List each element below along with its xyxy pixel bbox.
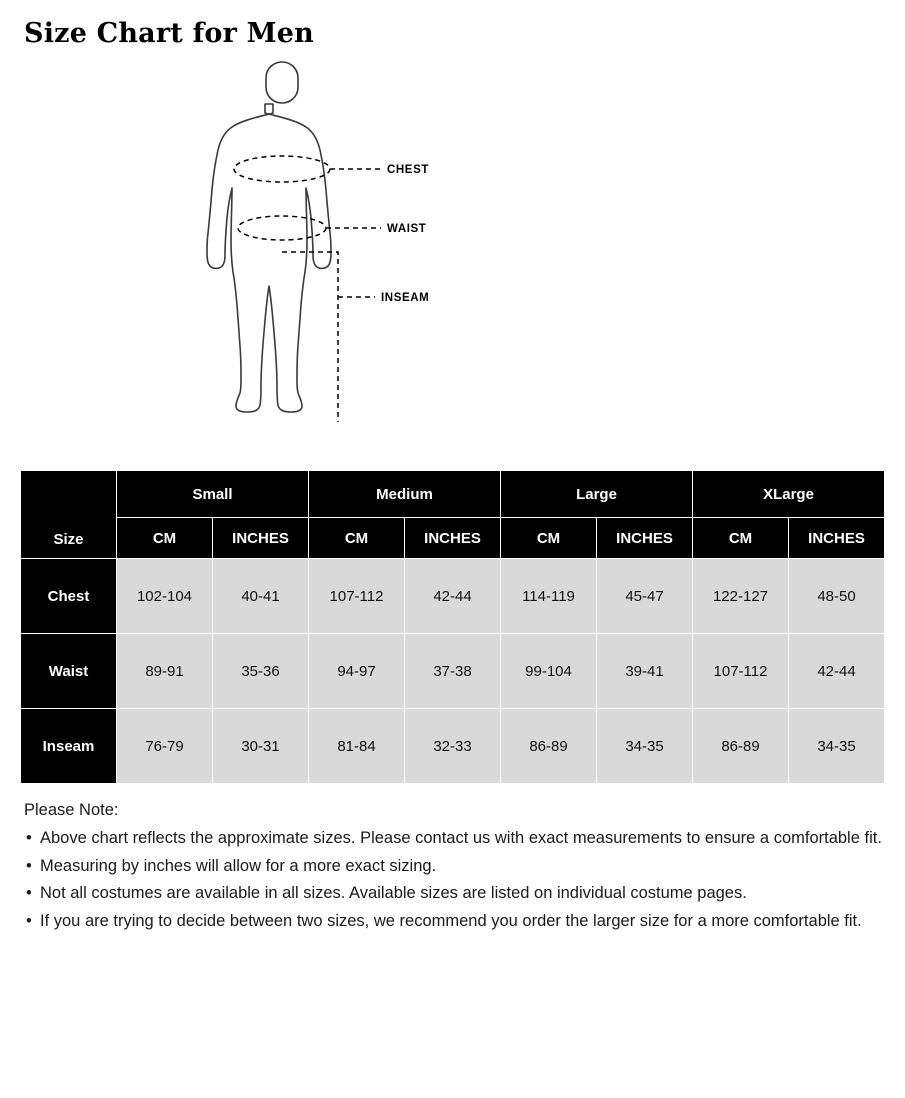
unit-header-medium-inches: INCHES	[405, 518, 501, 559]
cell-chest-xlarge-cm: 122-127	[693, 559, 789, 634]
table-row	[21, 634, 885, 709]
unit-header-small-cm: CM	[117, 518, 213, 559]
unit-header-xlarge-cm: CM	[693, 518, 789, 559]
unit-header-xlarge-inches: INCHES	[789, 518, 885, 559]
cell-waist-small-cm: 89-91	[117, 634, 213, 709]
notes-list	[24, 826, 885, 934]
note-item: • Above chart reflects the approximate sizes. Please contact us with exact measurements to ensure a comfortable fit.	[24, 826, 885, 852]
cell-chest-xlarge-inches: 48-50	[789, 559, 885, 634]
cell-inseam-xlarge-cm: 86-89	[693, 709, 789, 784]
cell-inseam-medium-inches: 32-33	[405, 709, 501, 784]
table-header-row-units	[21, 518, 885, 559]
inseam-measure-line	[282, 252, 338, 422]
body-diagram-svg	[163, 60, 743, 460]
notes-heading: Please Note:	[24, 801, 119, 820]
row-label-inseam: Inseam	[21, 709, 117, 784]
row-label-chest: Chest	[21, 559, 117, 634]
table-header-row-groups	[21, 471, 885, 518]
cell-inseam-small-cm: 76-79	[117, 709, 213, 784]
unit-header-large-inches: INCHES	[597, 518, 693, 559]
page-title: Size Chart for Men	[24, 18, 314, 49]
note-item: • Not all costumes are available in all sizes. Available sizes are listed on individual costume pages.	[24, 881, 885, 907]
cell-inseam-large-inches: 34-35	[597, 709, 693, 784]
cell-waist-medium-cm: 94-97	[309, 634, 405, 709]
cell-waist-medium-inches: 37-38	[405, 634, 501, 709]
note-item: • If you are trying to decide between two sizes, we recommend you order the larger size for a more comfortable fit.	[24, 909, 885, 935]
cell-waist-xlarge-cm: 107-112	[693, 634, 789, 709]
cell-inseam-xlarge-inches: 34-35	[789, 709, 885, 784]
cell-waist-small-inches: 35-36	[213, 634, 309, 709]
table-row	[21, 559, 885, 634]
cell-waist-xlarge-inches: 42-44	[789, 634, 885, 709]
inseam-label: INSEAM	[380, 292, 429, 305]
cell-inseam-large-cm: 86-89	[501, 709, 597, 784]
row-label-waist: Waist	[21, 634, 117, 709]
waist-label: WAIST	[386, 223, 426, 236]
chest-label: CHEST	[386, 164, 429, 177]
cell-chest-medium-inches: 42-44	[405, 559, 501, 634]
size-group-header-medium: Medium	[309, 471, 501, 518]
size-group-header-xlarge: XLarge	[693, 471, 885, 518]
size-group-header-small: Small	[117, 471, 309, 518]
cell-waist-large-cm: 99-104	[501, 634, 597, 709]
size-chart-page	[0, 18, 905, 1098]
table-row	[21, 709, 885, 784]
cell-chest-large-inches: 45-47	[597, 559, 693, 634]
notes-section	[24, 798, 885, 934]
cell-chest-small-cm: 102-104	[117, 559, 213, 634]
cell-inseam-medium-cm: 81-84	[309, 709, 405, 784]
size-table	[20, 470, 885, 784]
unit-header-medium-cm: CM	[309, 518, 405, 559]
body-diagram	[20, 60, 885, 470]
cell-inseam-small-inches: 30-31	[213, 709, 309, 784]
cell-chest-small-inches: 40-41	[213, 559, 309, 634]
unit-header-large-cm: CM	[501, 518, 597, 559]
note-item: • Measuring by inches will allow for a more exact sizing.	[24, 854, 885, 880]
cell-chest-large-cm: 114-119	[501, 559, 597, 634]
table-corner-size-label: Size	[21, 471, 117, 559]
size-group-header-large: Large	[501, 471, 693, 518]
cell-waist-large-inches: 39-41	[597, 634, 693, 709]
chest-measure-ellipse	[234, 156, 330, 182]
unit-header-small-inches: INCHES	[213, 518, 309, 559]
cell-chest-medium-cm: 107-112	[309, 559, 405, 634]
